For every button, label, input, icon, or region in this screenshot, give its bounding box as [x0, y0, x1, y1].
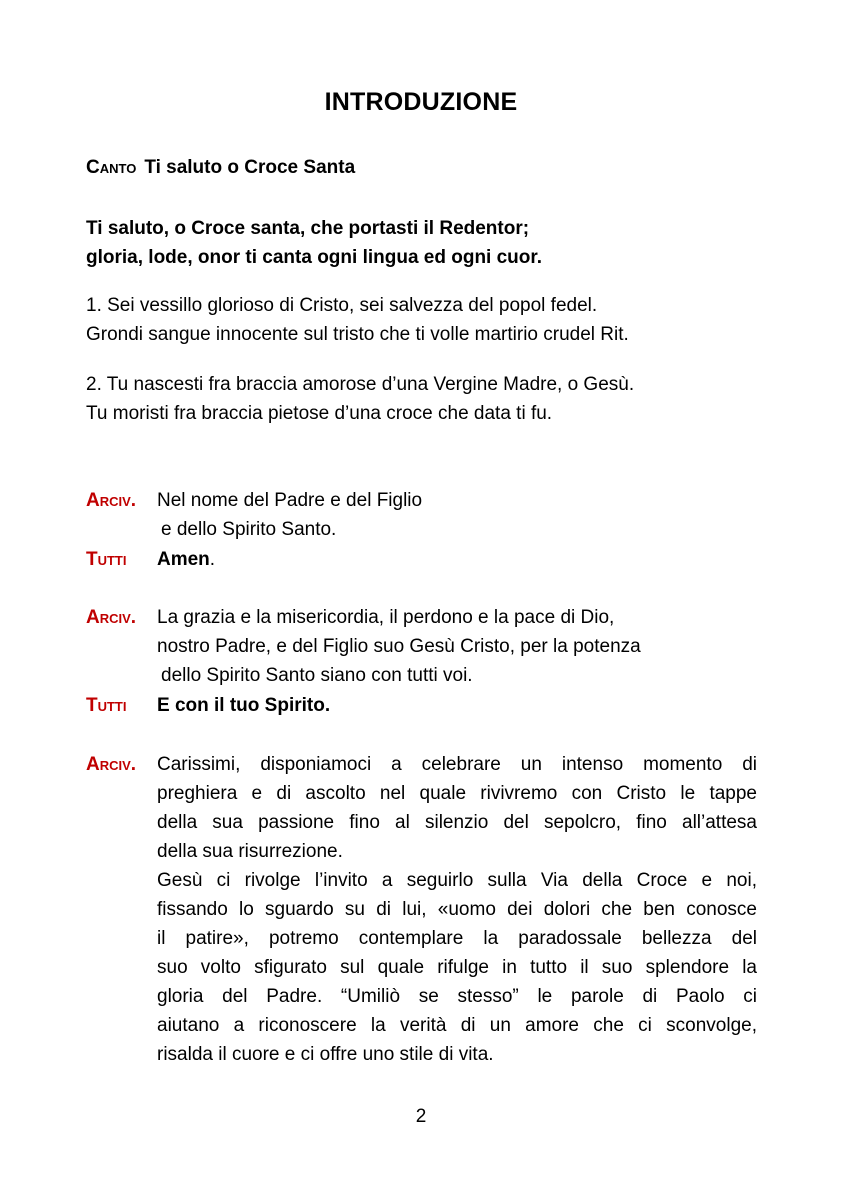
dialogue-line: suo volto sfigurato sul quale rifulge in tutto il suo splendore la: [157, 957, 757, 978]
role-label-tutti: Tutti: [86, 549, 127, 570]
verse-line: 1. Sei vessillo glorioso di Cristo, sei salvezza del popol fedel.: [86, 295, 598, 316]
verse-line: Tu moristi fra braccia pietose d’una croce che data ti fu.: [86, 403, 553, 424]
dialogue-line: [157, 545, 215, 574]
dialogue-line: della sua passione fino al silenzio del sepolcro, fino all’attesa: [157, 812, 757, 833]
dialogue-line: risalda il cuore e ci offre uno stile di vita.: [157, 1044, 494, 1065]
refrain-line: gloria, lode, onor ti canta ogni lingua ed ogni cuor.: [86, 247, 543, 268]
dialogue-text: [157, 486, 422, 544]
response-amen: Amen: [157, 549, 210, 570]
verse-line: Grondi sangue innocente sul tristo che ti volle martirio crudel Rit.: [86, 324, 629, 345]
dialogue-line: della sua risurrezione.: [157, 841, 343, 862]
refrain-line: Ti saluto, o Croce santa, che portasti il Redentor;: [86, 218, 530, 239]
role-label-arciv: Arciv.: [86, 607, 137, 628]
dialogue-line: dello Spirito Santo siano con tutti voi.: [161, 665, 473, 686]
dialogue-line: preghiera e di ascolto nel quale rivivremo con Cristo le tappe: [157, 783, 757, 804]
dialogue-text: [157, 691, 330, 720]
page-number: 2: [415, 1106, 427, 1127]
role-label-arciv: Arciv.: [86, 754, 137, 775]
dialogue-line: aiutano a riconoscere la verità di un amore che ci sconvolge,: [157, 1015, 757, 1036]
dialogue-text: [157, 750, 757, 1069]
role-label-tutti: Tutti: [86, 695, 127, 716]
role-label-arciv: Arciv.: [86, 490, 137, 511]
verse-1: [86, 291, 629, 349]
response-period: .: [209, 549, 216, 570]
canto-heading: [86, 157, 355, 179]
canto-label: Canto: [86, 157, 137, 178]
refrain: [86, 214, 542, 272]
dialogue-line: il patire», potremo contemplare la paradossale bellezza del: [157, 928, 757, 949]
dialogue-line: e dello Spirito Santo.: [161, 519, 337, 540]
dialogue-line: La grazia e la misericordia, il perdono e la pace di Dio,: [157, 607, 615, 628]
dialogue-line: E con il tuo Spirito.: [157, 695, 331, 716]
dialogue-line: gloria del Padre. “Umiliò se stesso” le parole di Paolo ci: [157, 986, 757, 1007]
dialogue-line: Gesù ci rivolge l’invito a seguirlo sulla Via della Croce e noi,: [157, 870, 757, 891]
dialogue-line: Nel nome del Padre e del Figlio: [157, 490, 423, 511]
dialogue-line: fissando lo sguardo su di lui, «uomo dei dolori che ben conosce: [157, 899, 757, 920]
dialogue-text: [157, 603, 641, 690]
verse-line: 2. Tu nascesti fra braccia amorose d’una Vergine Madre, o Gesù.: [86, 374, 635, 395]
dialogue-text: [157, 545, 215, 574]
page-title: INTRODUZIONE: [324, 88, 518, 116]
dialogue-line: nostro Padre, e del Figlio suo Gesù Cristo, per la potenza: [157, 636, 641, 657]
canto-title: Ti saluto o Croce Santa: [144, 157, 356, 178]
verse-2: [86, 370, 634, 428]
dialogue-line: Carissimi, disponiamoci a celebrare un intenso momento di: [157, 754, 757, 775]
